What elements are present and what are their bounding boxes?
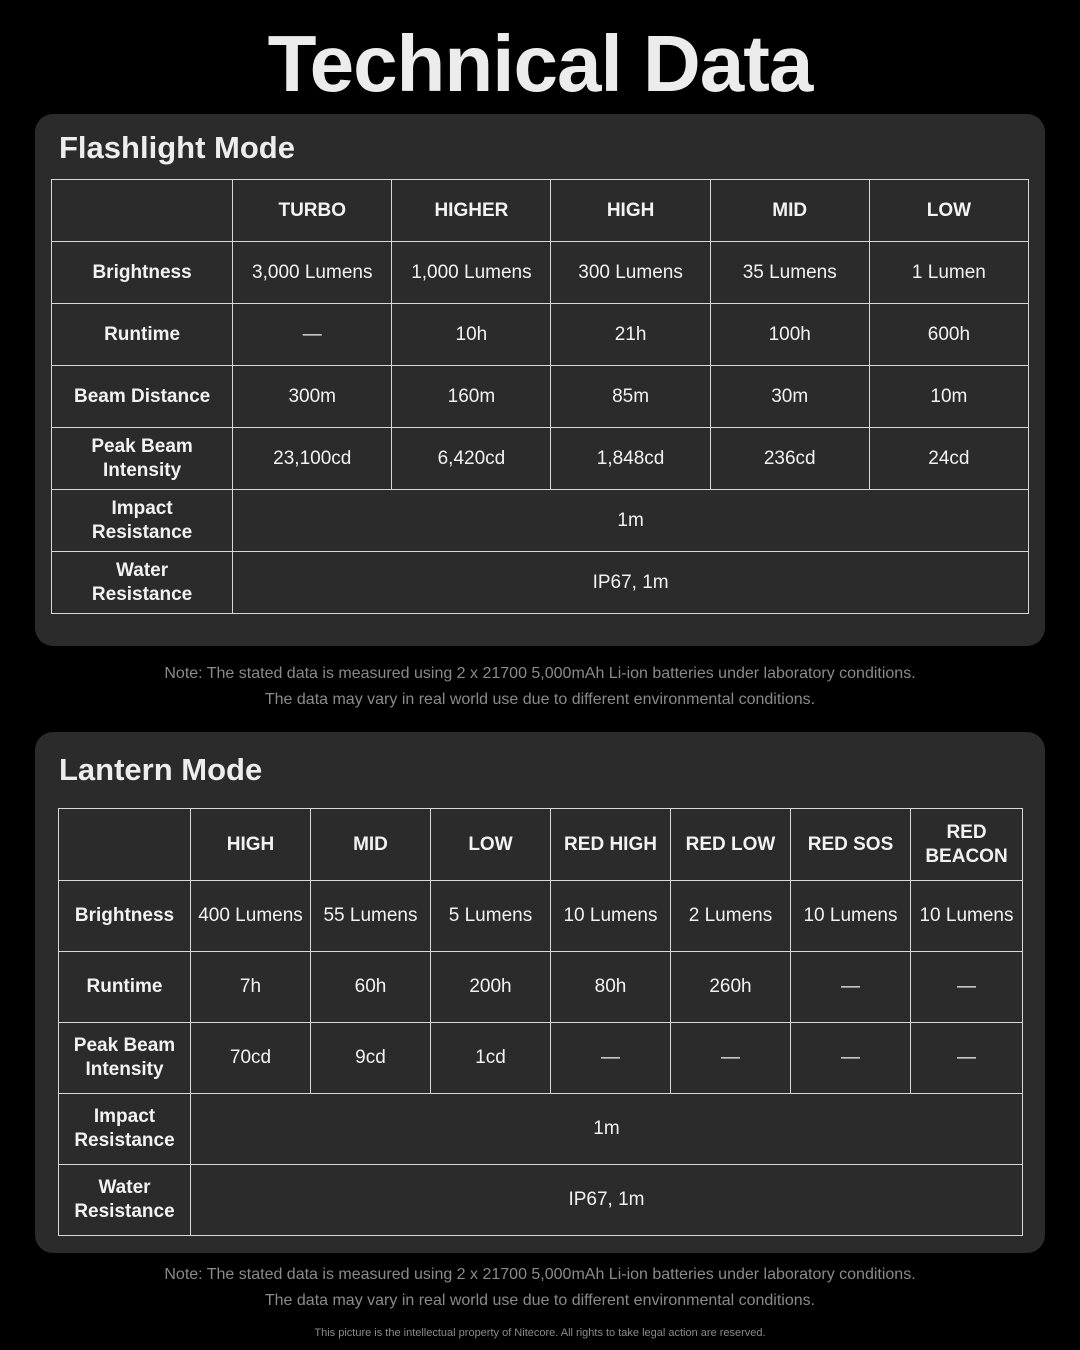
cell: 80h	[551, 952, 671, 1023]
cell: 200h	[431, 952, 551, 1023]
cell: 2 Lumens	[671, 881, 791, 952]
row-label: Runtime	[52, 304, 233, 366]
cell: 1,848cd	[551, 428, 710, 490]
cell: 21h	[551, 304, 710, 366]
flashlight-heading: Flashlight Mode	[59, 130, 295, 165]
cell: —	[911, 1023, 1023, 1094]
cell: 236cd	[710, 428, 869, 490]
table-row	[59, 952, 1023, 1023]
cell: —	[791, 952, 911, 1023]
cell: 1m	[233, 490, 1029, 552]
page-title: Technical Data	[267, 19, 813, 108]
table-row	[59, 881, 1023, 952]
header-cell: RED SOS	[791, 809, 911, 881]
cell: 30m	[710, 366, 869, 428]
cell: 10 Lumens	[791, 881, 911, 952]
cell: 1,000 Lumens	[392, 242, 551, 304]
cell: —	[233, 304, 392, 366]
cell: 260h	[671, 952, 791, 1023]
header-cell: RED HIGH	[551, 809, 671, 881]
cell: 600h	[869, 304, 1028, 366]
table-row	[59, 1023, 1023, 1094]
row-label: Impact Resistance	[59, 1094, 191, 1165]
table-row	[52, 490, 1029, 552]
cell: IP67, 1m	[233, 552, 1029, 614]
row-label: Peak Beam Intensity	[59, 1023, 191, 1094]
cell: 85m	[551, 366, 710, 428]
cell: 1 Lumen	[869, 242, 1028, 304]
header-cell: HIGH	[191, 809, 311, 881]
table-header-row	[59, 809, 1023, 881]
lantern-table	[58, 808, 1023, 1236]
cell: —	[671, 1023, 791, 1094]
row-label: Brightness	[52, 242, 233, 304]
cell: 1cd	[431, 1023, 551, 1094]
table-row	[52, 366, 1029, 428]
cell: 400 Lumens	[191, 881, 311, 952]
cell: 100h	[710, 304, 869, 366]
header-cell: LOW	[869, 180, 1028, 242]
header-cell: TURBO	[233, 180, 392, 242]
lantern-note	[0, 1262, 1080, 1314]
row-label: Impact Resistance	[52, 490, 233, 552]
cell: 35 Lumens	[710, 242, 869, 304]
header-cell	[59, 809, 191, 881]
cell: 55 Lumens	[311, 881, 431, 952]
table-header-row	[52, 180, 1029, 242]
flashlight-table	[51, 179, 1029, 614]
cell: 160m	[392, 366, 551, 428]
header-cell: RED LOW	[671, 809, 791, 881]
cell: —	[911, 952, 1023, 1023]
table-row	[52, 428, 1029, 490]
cell: 5 Lumens	[431, 881, 551, 952]
cell: 300m	[233, 366, 392, 428]
header-cell: HIGH	[551, 180, 710, 242]
cell: 6,420cd	[392, 428, 551, 490]
header-cell: HIGHER	[392, 180, 551, 242]
cell: 7h	[191, 952, 311, 1023]
cell: 10 Lumens	[911, 881, 1023, 952]
header-cell: MID	[710, 180, 869, 242]
table-row	[52, 552, 1029, 614]
cell: 1m	[191, 1094, 1023, 1165]
header-cell	[52, 180, 233, 242]
table-row	[52, 304, 1029, 366]
note-line: The data may vary in real world use due to different environmental conditions.	[264, 1292, 816, 1309]
cell: 9cd	[311, 1023, 431, 1094]
cell: 24cd	[869, 428, 1028, 490]
cell: 10 Lumens	[551, 881, 671, 952]
cell: —	[791, 1023, 911, 1094]
row-label: Beam Distance	[52, 366, 233, 428]
table-row	[59, 1165, 1023, 1236]
note-line: Note: The stated data is measured using 2 x 21700 5,000mAh Li-ion batteries under laboratory conditions.	[164, 1266, 916, 1283]
cell: IP67, 1m	[191, 1165, 1023, 1236]
row-label: Runtime	[59, 952, 191, 1023]
copyright-notice: This picture is the intellectual property of Nitecore. All rights to take legal action are reserved.	[314, 1327, 766, 1339]
cell: 70cd	[191, 1023, 311, 1094]
cell: 300 Lumens	[551, 242, 710, 304]
header-cell: MID	[311, 809, 431, 881]
cell: 3,000 Lumens	[233, 242, 392, 304]
cell: 60h	[311, 952, 431, 1023]
cell: 10h	[392, 304, 551, 366]
lantern-panel	[35, 732, 1045, 1253]
table-row	[52, 242, 1029, 304]
cell: 23,100cd	[233, 428, 392, 490]
cell: 10m	[869, 366, 1028, 428]
header-cell: RED BEACON	[911, 809, 1023, 881]
note-line: Note: The stated data is measured using 2 x 21700 5,000mAh Li-ion batteries under laboratory conditions.	[164, 665, 916, 682]
cell: —	[551, 1023, 671, 1094]
row-label: Water Resistance	[52, 552, 233, 614]
row-label: Water Resistance	[59, 1165, 191, 1236]
flashlight-panel	[35, 114, 1045, 646]
header-cell: LOW	[431, 809, 551, 881]
row-label: Brightness	[59, 881, 191, 952]
lantern-heading: Lantern Mode	[59, 752, 263, 787]
flashlight-note	[0, 661, 1080, 713]
row-label: Peak Beam Intensity	[52, 428, 233, 490]
table-row	[59, 1094, 1023, 1165]
note-line: The data may vary in real world use due to different environmental conditions.	[264, 691, 816, 708]
